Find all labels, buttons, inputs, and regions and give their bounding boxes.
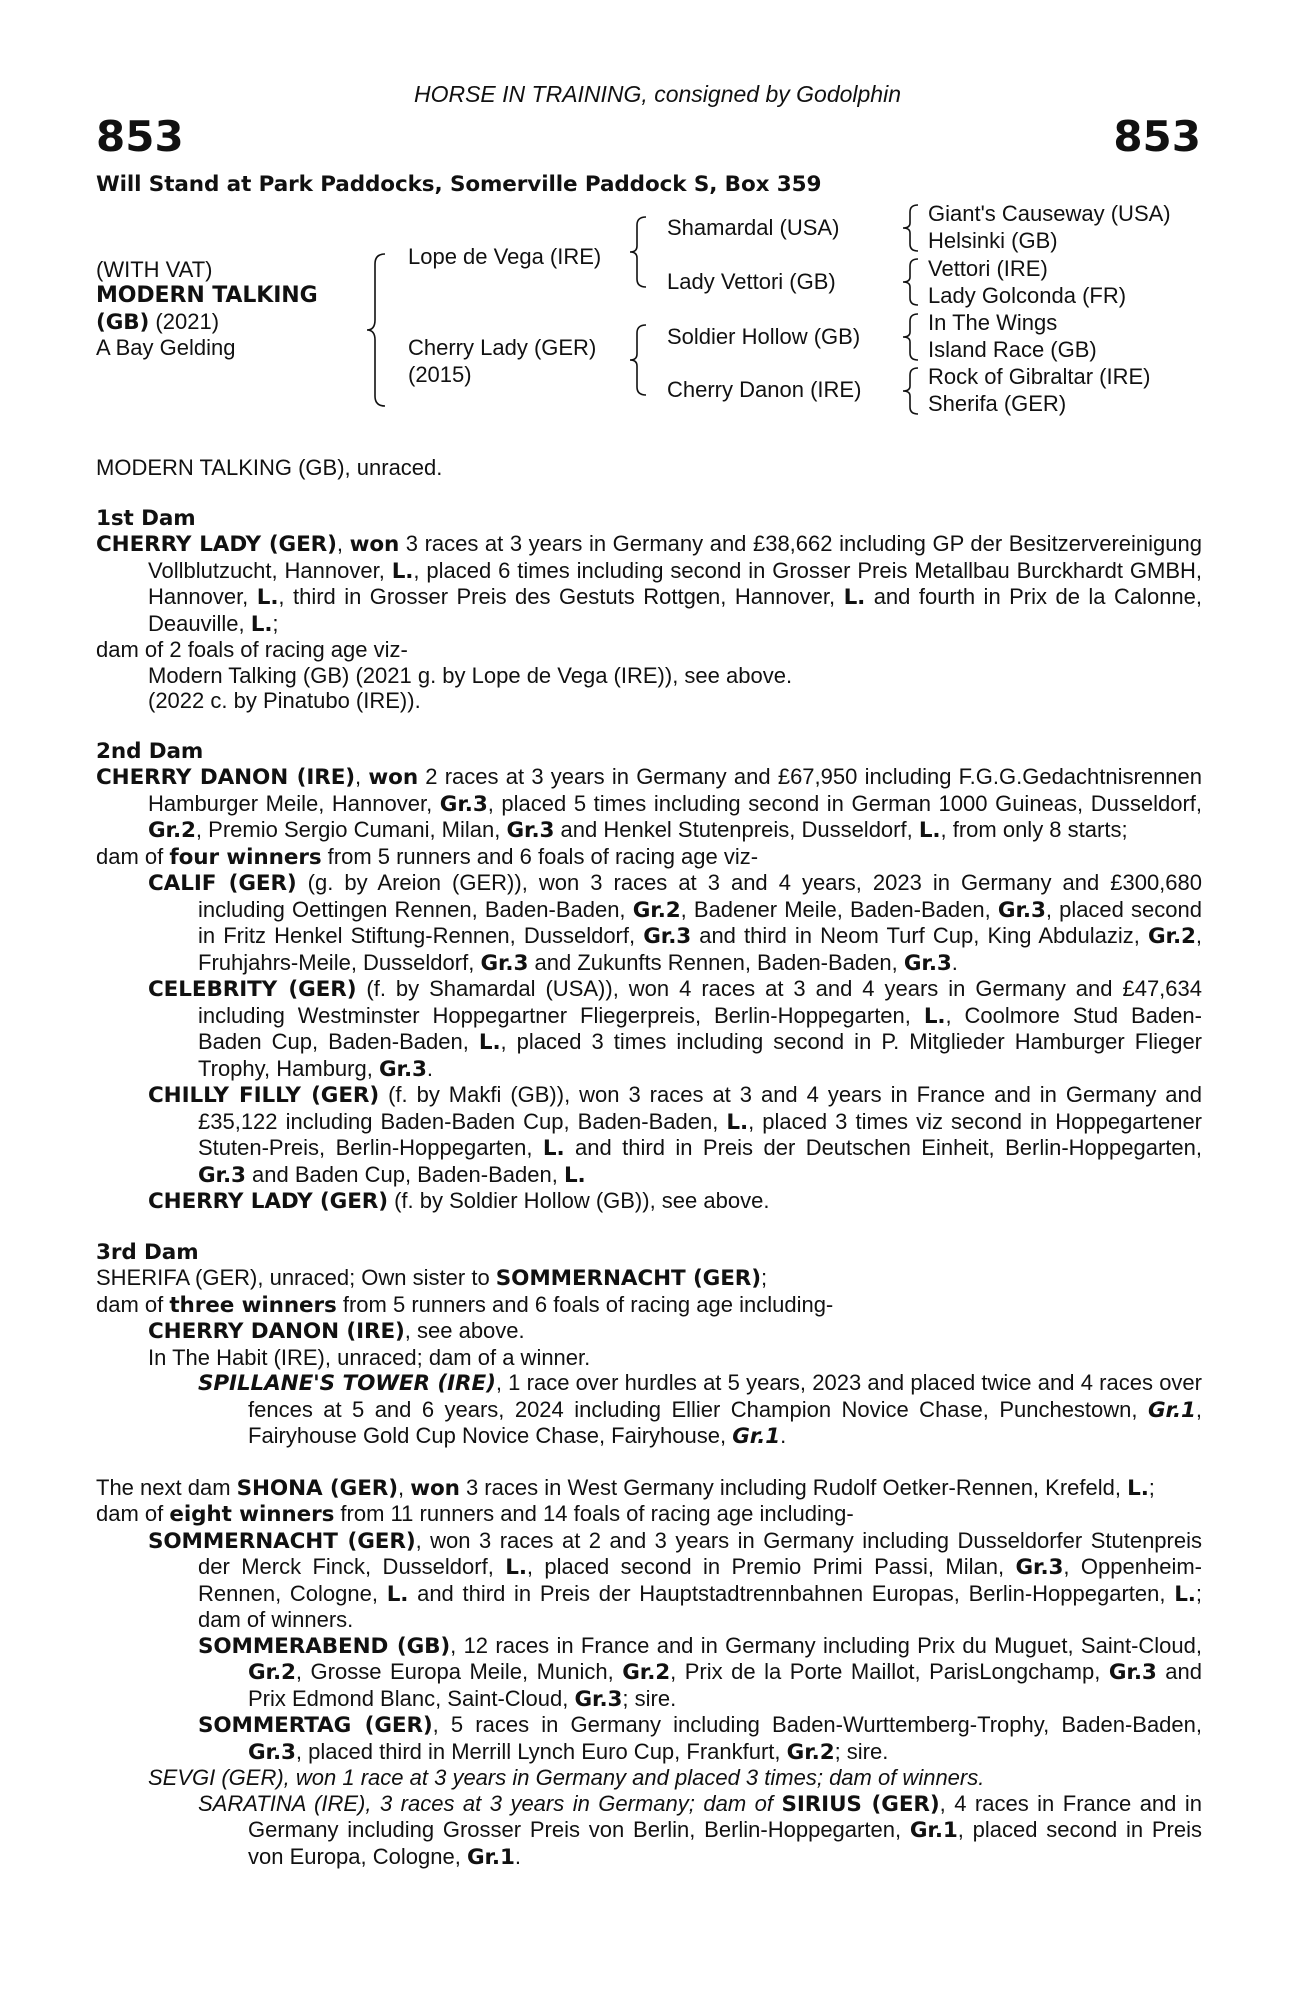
pedigree-dam-dam: Cherry Danon (IRE) [667, 377, 862, 402]
produce-entry-cherry-lady: CHERRY LADY (GER) (f. by Soldier Hollow (GB)), see above. [148, 1188, 770, 1214]
second-dam-paragraph: CHERRY DANON (IRE), won 2 races at 3 years in Germany and £67,950 including F.G.G.Gedachtnisrennen Hamburger Meile, Hannover, Gr.3, placed 5 times including second in German 1000 Guineas, Dusseldorf, Gr.2, Premio Sergio Cumani, Milan, Gr.3 and Henkel Stutenpreis, Dusseldorf, L., from only 8 starts; [96, 764, 1203, 843]
pedigree-g5: In The Wings [928, 310, 1058, 335]
first-dam-heading: 1st Dam [96, 505, 196, 531]
foal-item: (2022 c. by Pinatubo (IRE)). [148, 688, 421, 713]
third-dam-produce-line: dam of three winners from 5 runners and 6 foals of racing age including- [96, 1291, 834, 1318]
second-dam-produce-line: dam of four winners from 5 runners and 6 foals of racing age viz- [96, 843, 759, 870]
horse-name: MODERN TALKING [96, 283, 318, 308]
produce-entry-sommertag: SOMMERTAG (GER), 5 races in Germany including Baden-Wurttemberg-Trophy, Baden-Baden, Gr.3, placed third in Merrill Lynch Euro Cup, Frankfurt, Gr.2; sire. [198, 1712, 1203, 1765]
produce-entry-in-the-habit: In The Habit (IRE), unraced; dam of a winner. [148, 1344, 591, 1370]
pedigree-g7: Rock of Gibraltar (IRE) [928, 364, 1151, 389]
first-dam-foals: dam of 2 foals of racing age viz- [96, 637, 408, 662]
produce-entry-sommerabend: SOMMERABEND (GB), 12 races in France and in Germany including Prix du Muguet, Saint-Cloud, Gr.2, Grosse Europa Meile, Munich, Gr.2, Prix de la Porte Maillot, ParisLongchamp, Gr.3 and Prix Edmond Blanc, Saint-Cloud, Gr.3; sire. [198, 1632, 1202, 1712]
pedigree-brace-g1 [900, 202, 922, 254]
second-dam-name: CHERRY DANON (IRE) [96, 765, 356, 790]
produce-entry-celebrity: CELEBRITY (GER) (f. by Shamardal (USA)), won 4 races at 3 and 4 years in Germany and £47,634 including Westminster Hoppegartner Fliegerpreis, Berlin-Hoppegarten, L., Coolmore Stud Baden-Baden Cup, Baden-Baden, L., placed 3 times including second in P. Mitglieder Hamburger Flieger Trophy, Hamburg, Gr.3. [148, 976, 1203, 1082]
lot-number-right: 853 [1113, 112, 1201, 161]
pedigree-dam: Cherry Lady (GER) [408, 335, 597, 360]
pedigree-brace-g4 [900, 365, 922, 417]
consignment-line: HORSE IN TRAINING, consigned by Godolphin [413, 81, 902, 107]
horse-country-year [96, 309, 219, 336]
pedigree-brace-g2 [900, 256, 922, 308]
produce-entry-spillanes-tower: SPILLANE'S TOWER (IRE), 1 race over hurdles at 5 years, 2023 and placed twice and 4 races over fences at 5 and 6 years, 2024 including Ellier Champion Novice Chase, Punchestown, Gr.1, Fairyhouse Gold Cup Novice Chase, Fairyhouse, Gr.1. [198, 1370, 1202, 1449]
produce-entry-sevgi: SEVGI (GER), won 1 race at 3 years in Germany and placed 3 times; dam of winners. [148, 1765, 985, 1790]
pedigree-sire: Lope de Vega (IRE) [408, 244, 602, 269]
pedigree-sire-dam: Lady Vettori (GB) [667, 269, 836, 294]
pedigree-g1: Giant's Causeway (USA) [928, 201, 1171, 226]
pedigree-brace-sire [628, 214, 650, 290]
second-dam-heading: 2nd Dam [96, 738, 204, 764]
horse-country: (GB) [96, 310, 150, 335]
next-dam-produce-line: dam of eight winners from 11 runners and 14 foals of racing age including- [96, 1501, 854, 1527]
pedigree-sire-sire: Shamardal (USA) [667, 215, 840, 240]
pedigree-brace-dam [628, 322, 650, 398]
stand-location: Will Stand at Park Paddocks, Somerville Paddock S, Box 359 [96, 172, 822, 197]
pedigree-g2: Helsinki (GB) [928, 228, 1058, 253]
vat-label: (WITH VAT) [96, 257, 213, 282]
pedigree-brace-main [365, 250, 391, 410]
horse-description: A Bay Gelding [96, 335, 236, 360]
won-label: won [349, 532, 400, 557]
pedigree-dam-sire: Soldier Hollow (GB) [667, 324, 861, 349]
pedigree-g4: Lady Golconda (FR) [928, 283, 1127, 308]
third-dam-line: SHERIFA (GER), unraced; Own sister to SOMMERNACHT (GER); [96, 1265, 768, 1291]
pedigree-dam-year: (2015) [408, 362, 472, 387]
catalogue-body [96, 455, 1202, 1870]
lot-number-left: 853 [96, 112, 184, 161]
listed-badge: L. [256, 585, 279, 610]
foal-item: Modern Talking (GB) (2021 g. by Lope de Vega (IRE)), see above. [148, 662, 793, 688]
won-label: won [368, 765, 419, 790]
listed-badge: L. [250, 611, 273, 637]
produce-entry-cherry-danon: CHERRY DANON (IRE), see above. [148, 1318, 525, 1344]
horse-year: (2021) [155, 309, 220, 334]
listed-badge: L. [391, 558, 414, 584]
listed-badge: L. [843, 585, 866, 610]
produce-entry-saratina: SARATINA (IRE), 3 races at 3 years in Germany; dam of SIRIUS (GER), 4 races in France and in Germany including Grosser Preis von Berlin, Berlin-Hoppegarten, Gr.1, placed second in Preis von Europa, Cologne, Gr.1. [198, 1790, 1203, 1870]
intro-line: MODERN TALKING (GB), unraced. [96, 455, 443, 480]
pedigree-g8: Sherifa (GER) [928, 391, 1067, 416]
pedigree-g3: Vettori (IRE) [928, 256, 1048, 281]
produce-entry-calif: CALIF (GER) (g. by Areion (GER)), won 3 races at 3 and 4 years, 2023 in Germany and £300,680 including Oettingen Rennen, Baden-Baden, Gr.2, Badener Meile, Baden-Baden, Gr.3, placed second in Fritz Henkel Stiftung-Rennen, Dusseldorf, Gr.3 and third in Neom Turf Cup, King Abdulaziz, Gr.2, Fruhjahrs-Meile, Dusseldorf, Gr.3 and Zukunfts Rennen, Baden-Baden, Gr.3. [148, 870, 1203, 976]
first-dam-name: CHERRY LADY (GER) [96, 532, 337, 557]
pedigree-g6: Island Race (GB) [928, 337, 1097, 362]
first-dam-paragraph: CHERRY LADY (GER), won 3 races at 3 years in Germany and £38,662 including GP der Besitzervereinigung Vollblutzucht, Hannover, L., placed 6 times including second in Grosser Preis Metallbau Burckhardt GMBH, Hannover, L., third in Grosser Preis des Gestuts Rottgen, Hannover, L. and fourth in Prix de la Calonne, Deauville, L.; [96, 531, 1203, 637]
produce-entry-sommernacht: SOMMERNACHT (GER), won 3 races at 2 and 3 years in Germany including Dusseldorfer Stutenpreis der Merck Finck, Dusseldorf, L., placed second in Premio Primi Passi, Milan, Gr.3, Oppenheim-Rennen, Cologne, L. and third in Preis der Hauptstadtrennbahnen Europas, Berlin-Hoppegarten, L.; dam of winners. [148, 1527, 1202, 1632]
produce-entry-chilly-filly: CHILLY FILLY (GER) (f. by Makfi (GB)), won 3 races at 3 and 4 years in France and in Germany and £35,122 including Baden-Baden Cup, Baden-Baden, L., placed 3 times viz second in Hoppegartener Stuten-Preis, Berlin-Hoppegarten, L. and third in Preis der Deutschen Einheit, Berlin-Hoppegarten, Gr.3 and Baden Cup, Baden-Baden, L. [148, 1082, 1203, 1188]
pedigree-brace-g3 [900, 311, 922, 363]
next-dam-paragraph: The next dam SHONA (GER), won 3 races in West Germany including Rudolf Oetker-Rennen, Krefeld, L.; [96, 1474, 1155, 1501]
third-dam-heading: 3rd Dam [96, 1239, 199, 1265]
